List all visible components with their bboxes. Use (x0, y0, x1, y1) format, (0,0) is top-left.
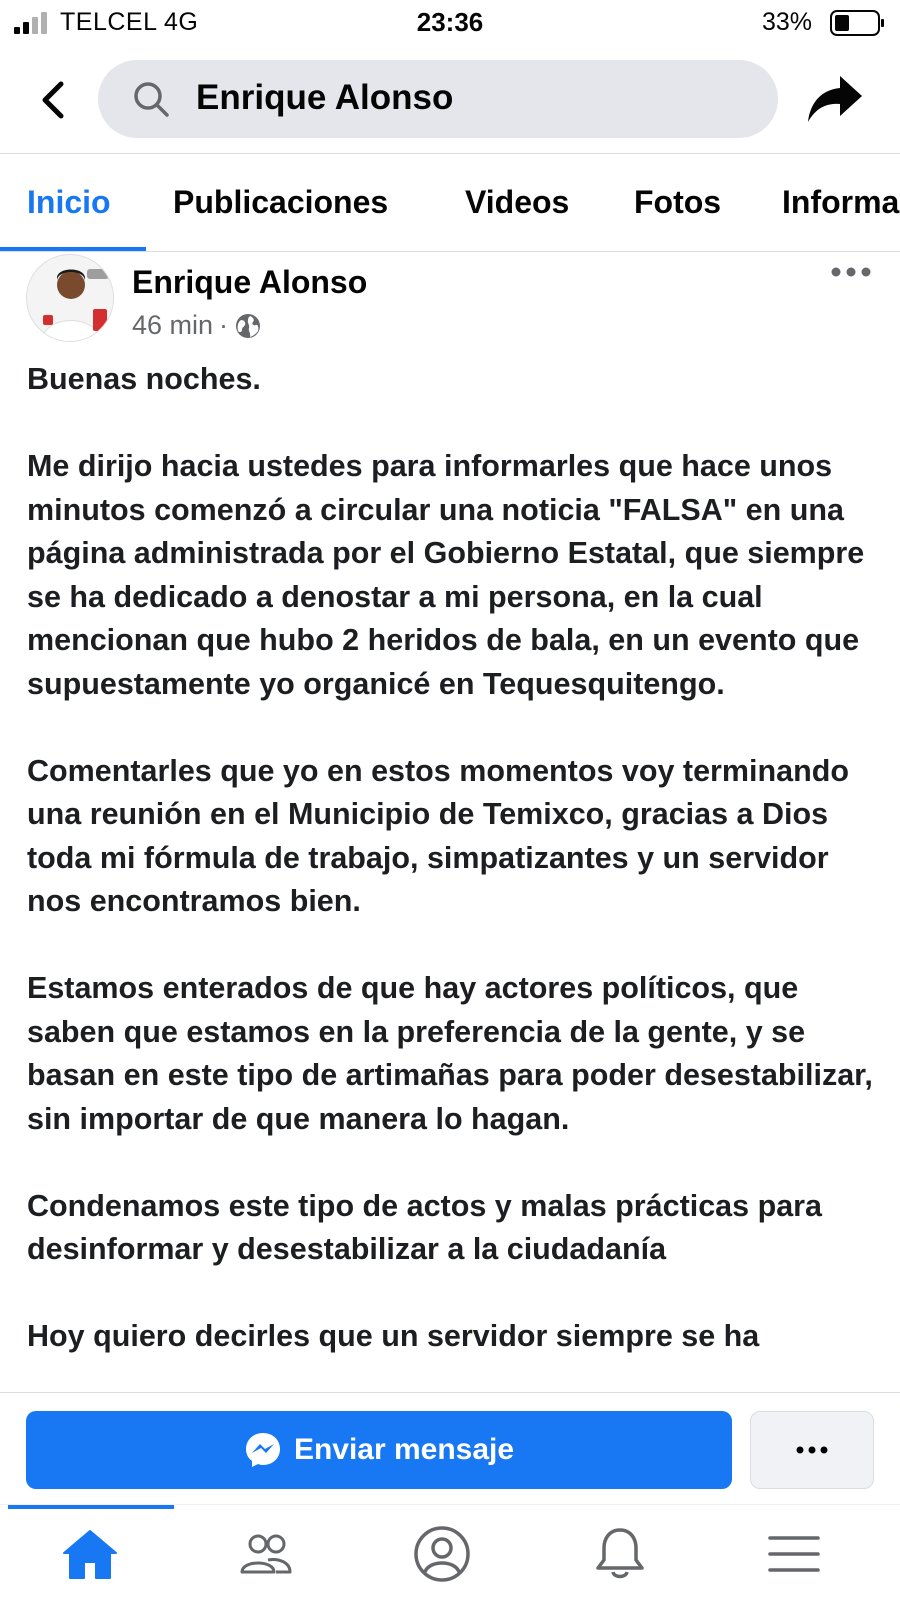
nav-home[interactable] (52, 1521, 128, 1587)
tab-fotos[interactable]: Fotos (634, 184, 722, 220)
battery-percent: 33% (761, 8, 812, 36)
post-paragraph: Estamos enterados de que hay actores políticos, que saben que estamos en la preferencia de la gente, y se basan en este tipo de artimañas para poder desestabilizar, sin importar de que manera lo hagan. (27, 971, 873, 1136)
globe-icon (234, 312, 262, 340)
carrier-label: TELCEL 4G (60, 8, 199, 36)
post-author[interactable]: Enrique Alonso (132, 264, 368, 300)
more-options-icon[interactable] (830, 262, 872, 282)
profile-icon (412, 1524, 472, 1584)
battery-icon (830, 10, 886, 36)
profile-tabs (0, 156, 900, 252)
nav-profile[interactable] (404, 1521, 480, 1587)
post-paragraph: Buenas noches. (27, 362, 261, 396)
friends-icon (238, 1530, 294, 1578)
meta-separator: · (219, 310, 229, 340)
send-message-label: Enviar mensaje (293, 1433, 515, 1466)
post-time[interactable]: 46 min (132, 310, 214, 340)
more-actions-button[interactable] (750, 1411, 874, 1489)
post-meta (132, 310, 262, 341)
post-body (27, 358, 887, 1402)
nav-notifications[interactable] (582, 1521, 658, 1587)
tab-videos[interactable]: Videos (465, 184, 570, 220)
profile-photo (27, 255, 114, 342)
back-button[interactable] (30, 72, 74, 128)
chevron-left-icon (37, 80, 67, 120)
notifications-icon (594, 1526, 646, 1582)
post-paragraph: Hoy quiero decirles que un servidor siempre se ha (27, 1319, 760, 1353)
post-paragraph: Condenamos este tipo de actos y malas prácticas para desinformar y desestabilizar a la ciudadanía (27, 1188, 822, 1266)
nav-friends[interactable] (228, 1521, 304, 1587)
post-paragraph: Comentarles que yo en estos momentos voy terminando una reunión en el Municipio de Temixco, gracias a Dios toda mi fórmula de trabajo, simpatizantes y un servidor nos encontramos bien. (27, 753, 849, 918)
share-icon[interactable] (806, 72, 864, 128)
post-header (0, 254, 900, 354)
post-paragraph: Me dirijo hacia ustedes para informarles que hace unos minutos comenzó a circular una noticia "FALSA" en una página administrada por el Gobierno Estatal, que siempre se ha dedicado a denostar a mi persona, en la cual mencionan que hubo 2 heridos de bala, en un evento que supuestamente yo organicé en Tequesquitengo. (27, 449, 865, 701)
tab-inicio[interactable]: Inicio (27, 184, 111, 220)
search-header (0, 50, 900, 154)
action-bar (0, 1392, 900, 1504)
status-bar (0, 0, 900, 46)
search-icon (132, 80, 170, 118)
active-tab-indicator (0, 247, 146, 251)
active-nav-indicator (8, 1505, 174, 1509)
tab-informacion[interactable]: Informa (782, 184, 900, 220)
clock: 23:36 (416, 7, 484, 37)
send-message-button[interactable] (26, 1411, 732, 1489)
menu-icon (768, 1532, 820, 1576)
tab-publicaciones[interactable]: Publicaciones (173, 184, 389, 220)
home-icon (62, 1528, 118, 1580)
bottom-navigation (0, 1504, 900, 1600)
messenger-icon (244, 1431, 282, 1469)
more-dots-icon (794, 1444, 830, 1456)
avatar[interactable] (26, 254, 114, 342)
search-bar[interactable] (98, 60, 778, 138)
nav-menu[interactable] (756, 1521, 832, 1587)
search-query: Enrique Alonso (196, 78, 454, 117)
